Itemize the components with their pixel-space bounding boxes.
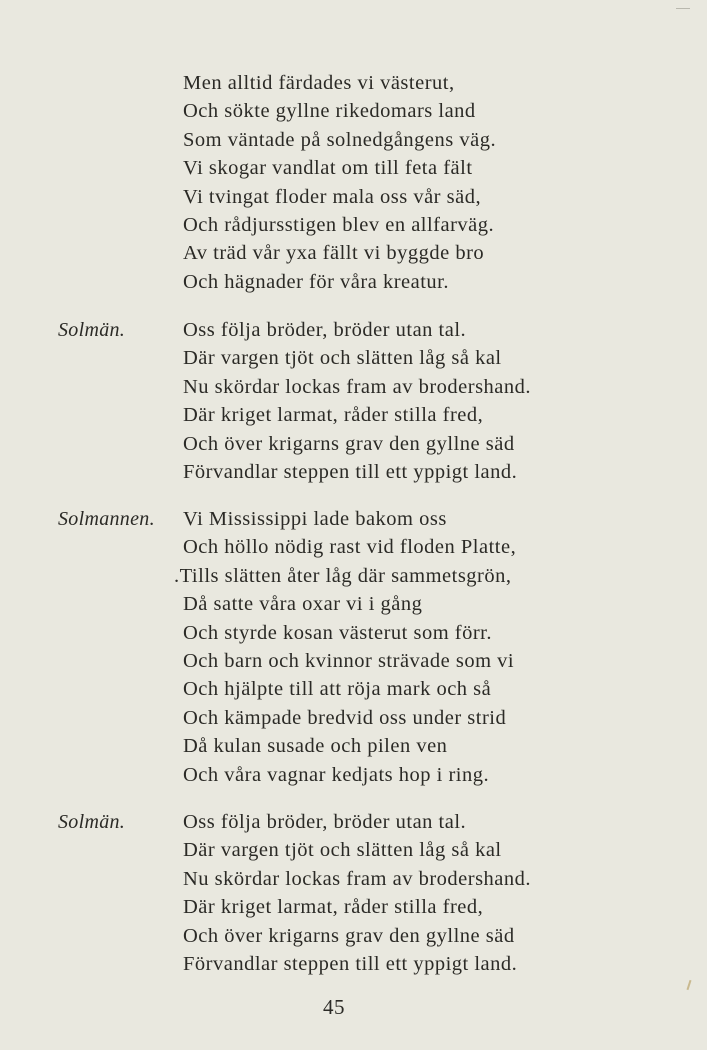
verse-line: Oss följa bröder, bröder utan tal. (183, 811, 467, 833)
verse-line: Förvandlar steppen till ett yppigt land. (183, 461, 518, 484)
stanza-lines (183, 69, 663, 296)
verse-line: Då kulan susade och pilen ven (183, 735, 448, 758)
verse-line: Och rådjursstigen blev en allfarväg. (183, 214, 495, 237)
verse-line: Oss följa bröder, bröder utan tal. (183, 319, 467, 341)
verse-line: Och våra vagnar kedjats hop i ring. (183, 763, 490, 786)
verse-line: Och hjälpte till att röja mark och så (183, 678, 492, 701)
speaker-label: Solmannen. (58, 508, 155, 530)
verse-line: Och hägnader för våra kreatur. (183, 270, 449, 293)
verse-line: Där kriget larmat, råder stilla fred, (183, 404, 484, 427)
verse-line: Men alltid färdades vi västerut, (183, 72, 455, 94)
verse-line: Där kriget larmat, råder stilla fred, (183, 896, 484, 919)
stanza-lines (174, 505, 663, 789)
verse-line: Där vargen tjöt och slätten låg så kal (183, 347, 502, 370)
verse-line: Och sökte gyllne rikedomars land (183, 100, 476, 123)
verse-line: Förvandlar steppen till ett yppigt land. (183, 953, 518, 976)
verse-line: Och över krigarns grav den gyllne säd (183, 432, 515, 455)
verse-line: Nu skördar lockas fram av brodershand. (183, 867, 532, 890)
verse-line: Och kämpade bredvid oss under strid (183, 706, 507, 729)
verse-line: Och över krigarns grav den gyllne säd (183, 924, 515, 947)
verse-line: .Tills slätten åter låg där sammetsgrön, (174, 564, 512, 587)
verse-line: Vi tvingat floder mala oss vår säd, (183, 185, 482, 208)
stanza-lines (183, 808, 663, 978)
verse-line: Och barn och kvinnor strävade som vi (183, 650, 515, 673)
stanza-lines (183, 316, 663, 486)
verse-line: Då satte våra oxar vi i gång (183, 593, 423, 616)
edge-mark (687, 980, 692, 990)
speaker-label: Solmän. (58, 811, 126, 833)
verse-line: Nu skördar lockas fram av brodershand. (183, 375, 532, 398)
verse-line: Där vargen tjöt och slätten låg så kal (183, 839, 502, 862)
verse-line: Vi skogar vandlat om till feta fält (183, 157, 473, 180)
corner-mark (676, 8, 690, 9)
verse-line: Och styrde kosan västerut som förr. (183, 621, 492, 644)
verse-line: Av träd vår yxa fällt vi byggde bro (183, 242, 485, 265)
verse-line: Och höllo nödig rast vid floden Platte, (183, 536, 517, 559)
verse-line: Vi Mississippi lade bakom oss (183, 508, 447, 530)
speaker-label: Solmän. (58, 319, 126, 341)
page-number: 45 (323, 995, 345, 1019)
verse-line: Som väntade på solnedgångens väg. (183, 128, 497, 151)
